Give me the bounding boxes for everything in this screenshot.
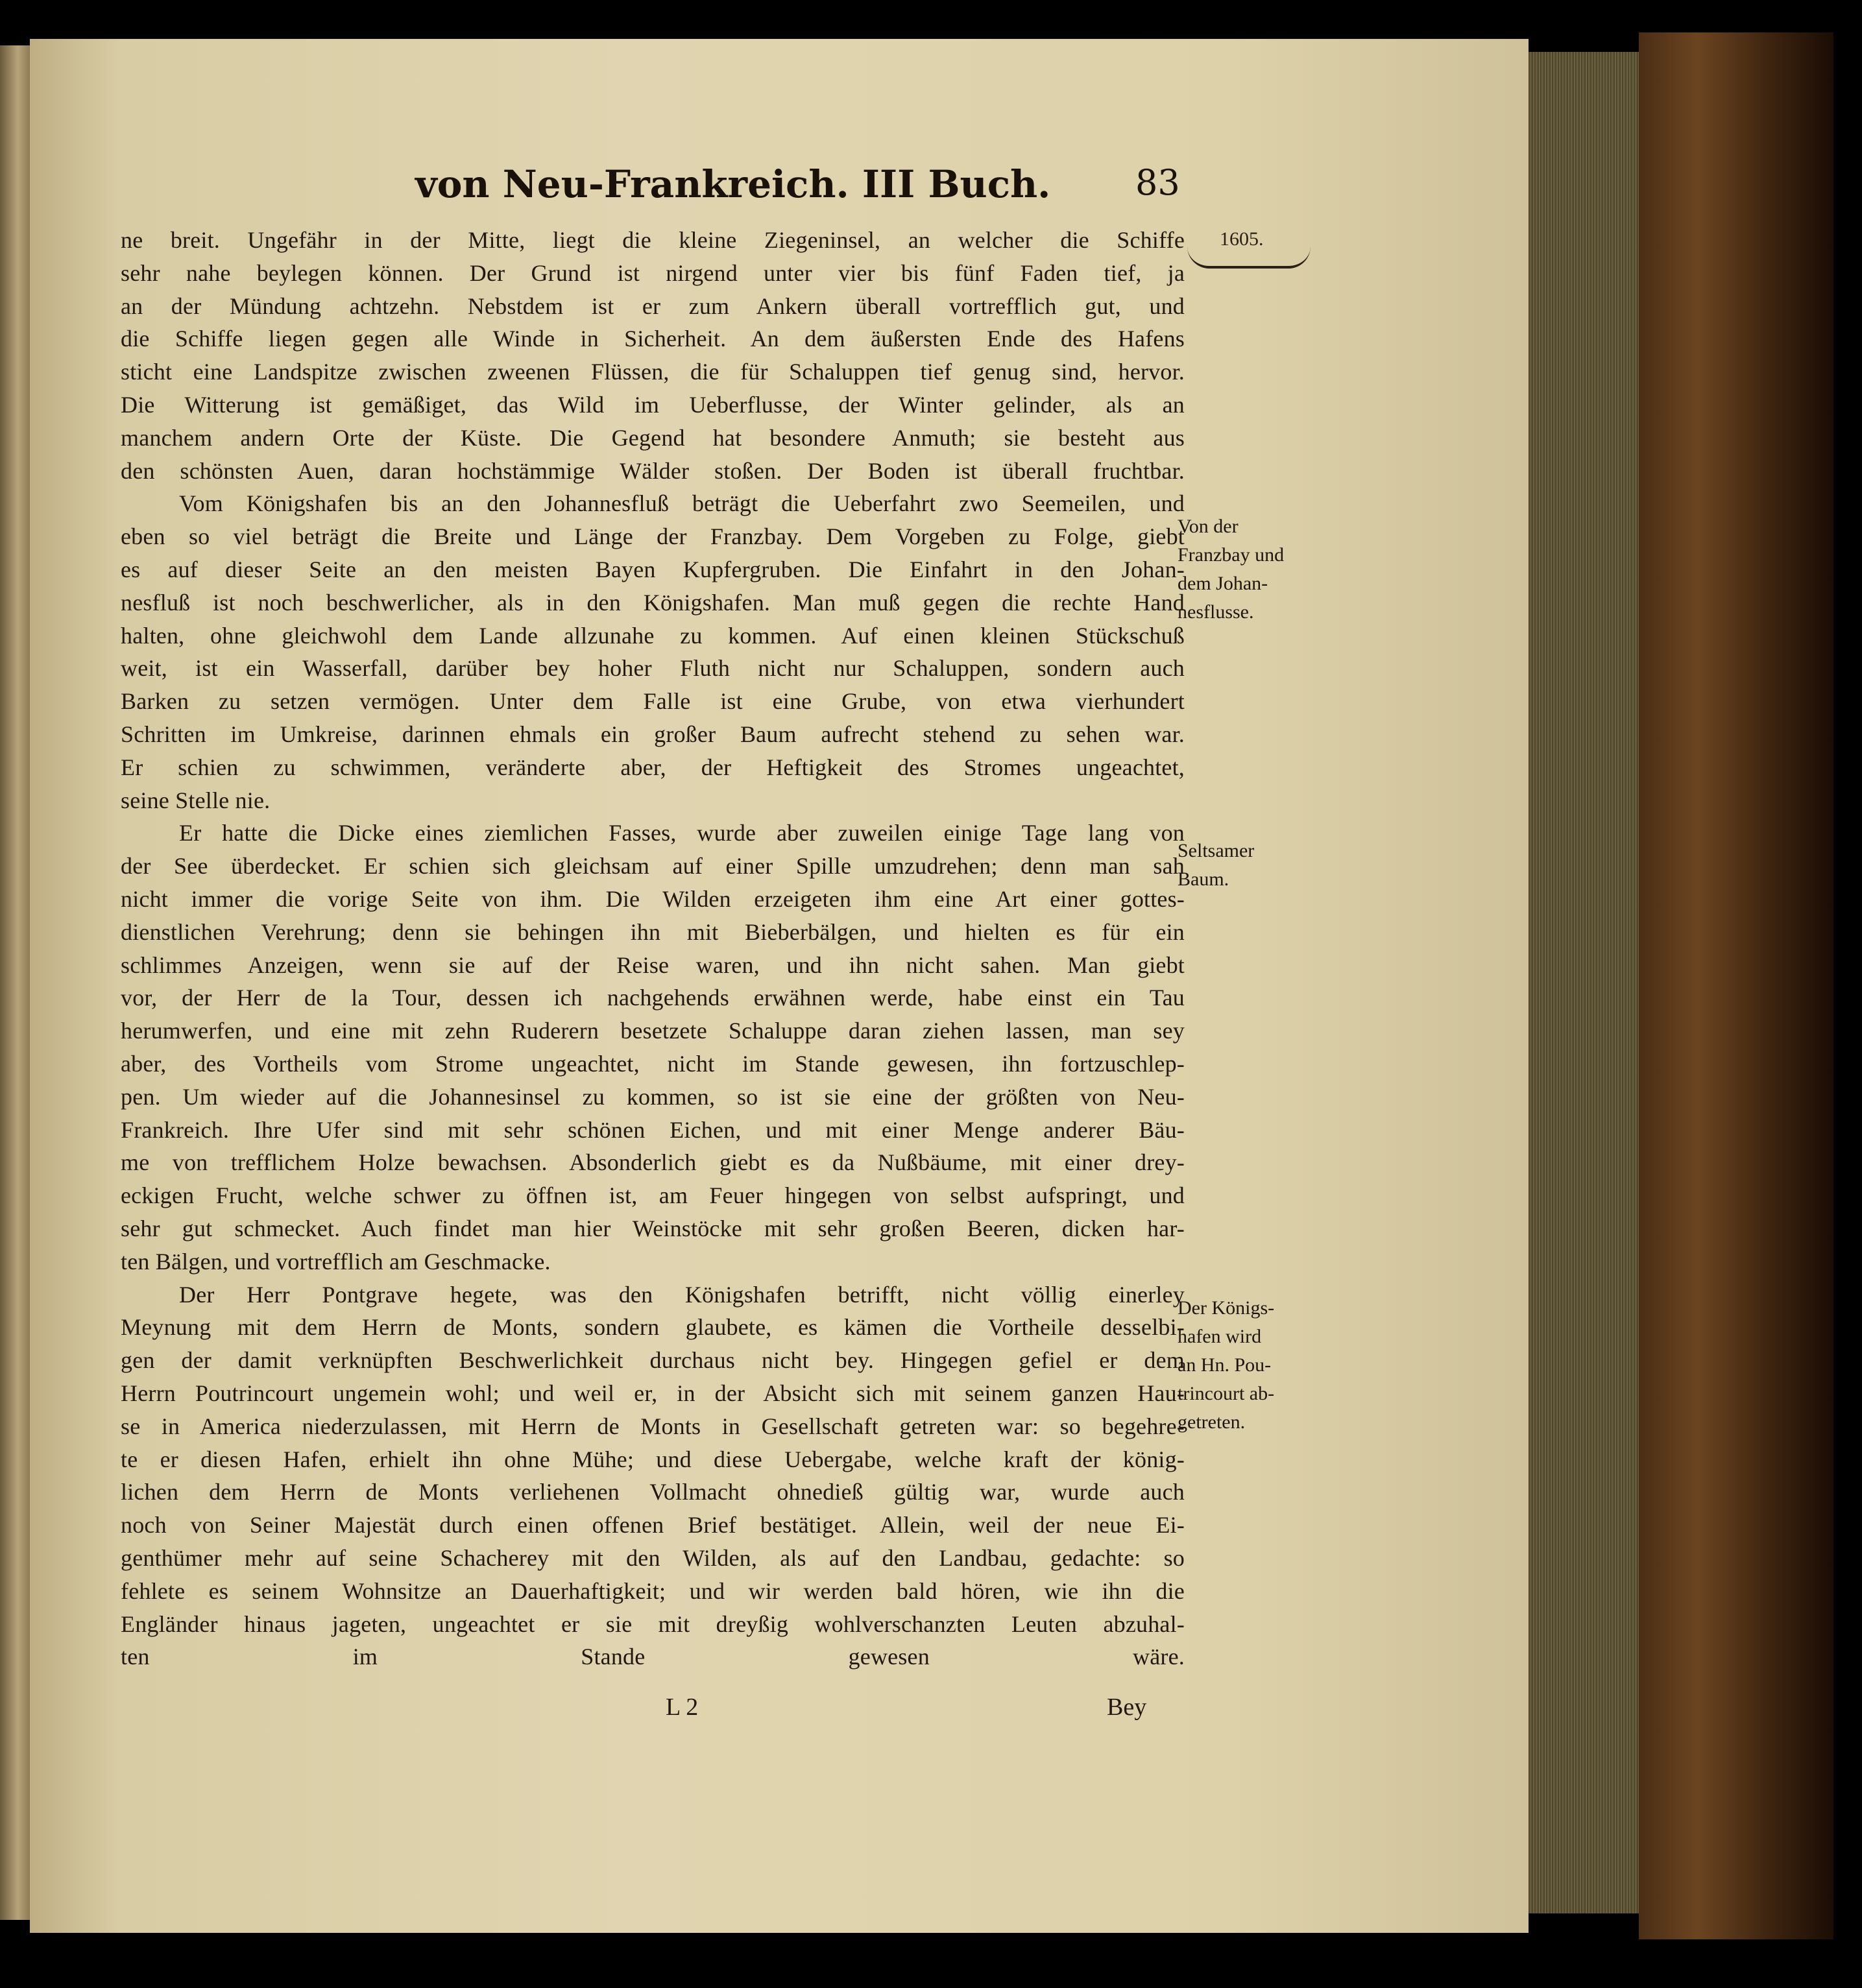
text-line: Vom Königshafen bis an den Johannesfluß beträgt die Ueberfahrt zwo Seemeilen, und <box>179 490 1185 516</box>
year-brace <box>1187 246 1311 269</box>
text-line: dienstlichen Verehrung; denn sie behingen ihn mit Bieberbälgen, und hielten es für ein <box>121 919 1185 945</box>
text-line: sehr nahe beylegen können. Der Grund ist nirgend unter vier bis fünf Faden tief, ja <box>121 260 1185 286</box>
margin-note-line: Der Königs- <box>1178 1297 1275 1319</box>
text-line: se in America niederzulassen, mit Herrn de Monts in Gesellschaft getreten war: so begehre- <box>121 1413 1185 1439</box>
text-line: Engländer hinaus jageten, ungeachtet er sie mit dreyßig wohlverschanzten Leuten abzuhal- <box>121 1611 1185 1637</box>
text-line: Die Witterung ist gemäßiget, das Wild im Ueberflusse, der Winter gelinder, als an <box>121 392 1185 418</box>
text-line: herumwerfen, und eine mit zehn Ruderern besetzete Schaluppe daran ziehen lassen, man sey <box>121 1018 1185 1044</box>
text-line: Herrn Poutrincourt ungemein wohl; und weil er, in der Absicht sich mit seinem ganzen Hau- <box>121 1380 1185 1406</box>
text-line: Schritten im Umkreise, darinnen ehmals ein großer Baum aufrecht stehend zu sehen war. <box>121 721 1185 747</box>
text-line: Barken zu setzen vermögen. Unter dem Falle ist eine Grube, von etwa vierhundert <box>121 688 1185 714</box>
text-line: weit, ist ein Wasserfall, darüber bey hoher Fluth nicht nur Schaluppen, sondern auch <box>121 655 1185 681</box>
header-title: von Neu-Frankreich. III Buch. <box>415 162 1051 206</box>
text-line: ten Bälgen, und vortrefflich am Geschmacke. <box>121 1249 551 1275</box>
margin-note-line: hafen wird <box>1178 1326 1262 1347</box>
running-header <box>415 162 1187 214</box>
text-line: schlimmes Anzeigen, wenn sie auf der Reise waren, und ihn nicht sahen. Man giebt <box>121 952 1185 978</box>
text-line: die Schiffe liegen gegen alle Winde in Sicherheit. An dem äußersten Ende des Hafens <box>121 326 1185 352</box>
text-line: an der Mündung achtzehn. Nebstdem ist er zum Ankern überall vortrefflich gut, und <box>121 293 1185 319</box>
text-line: den schönsten Auen, daran hochstämmige Wälder stoßen. Der Boden ist überall fruchtbar. <box>121 458 1185 484</box>
book-cover-edge <box>1639 32 1833 1939</box>
margin-note-line: an Hn. Pou- <box>1178 1354 1272 1376</box>
text-line: fehlete es seinem Wohnsitze an Dauerhaftigkeit; und wir werden bald hören, wie ihn die <box>121 1578 1185 1604</box>
text-line: der See überdecket. Er schien sich gleichsam auf einer Spille umzudrehen; denn man sah <box>121 853 1185 879</box>
text-line: ne breit. Ungefähr in der Mitte, liegt die kleine Ziegeninsel, an welcher die Schiffe <box>121 227 1185 253</box>
margin-year: 1605. <box>1220 228 1264 250</box>
catchword: Bey <box>1107 1694 1147 1721</box>
page-number: 83 <box>1135 162 1180 203</box>
text-line: sehr gut schmecket. Auch findet man hier Weinstöcke mit sehr großen Beeren, dicken har- <box>121 1216 1185 1241</box>
text-line: genthümer mehr auf seine Schacherey mit den Wilden, als auf den Landbau, gedachte: so <box>121 1545 1185 1571</box>
left-page-edge <box>0 45 30 1920</box>
margin-note-line: trincourt ab- <box>1178 1383 1275 1404</box>
text-line: es auf dieser Seite an den meisten Bayen Kupfergruben. Die Einfahrt in den Johan- <box>121 557 1185 582</box>
margin-note-line: getreten. <box>1178 1411 1246 1433</box>
text-line: me von trefflichem Holze bewachsen. Absonderlich giebt es da Nußbäume, mit einer drey- <box>121 1149 1185 1175</box>
text-line: Er schien zu schwimmen, veränderte aber, der Heftigkeit des Stromes ungeachtet, <box>121 754 1185 780</box>
text-line: manchem andern Orte der Küste. Die Gegend hat besondere Anmuth; sie besteht aus <box>121 425 1185 451</box>
margin-note-line: Von der <box>1178 516 1239 537</box>
text-line: aber, des Vortheils vom Strome ungeachtet, nicht im Stande gewesen, ihn fortzuschlep- <box>121 1051 1185 1077</box>
text-line: Frankreich. Ihre Ufer sind mit sehr schönen Eichen, und mit einer Menge anderer Bäu- <box>121 1117 1185 1143</box>
text-line: gen der damit verknüpften Beschwerlichkeit durchaus nicht bey. Hingegen gefiel er dem <box>121 1347 1185 1373</box>
margin-note-line: nesflusse. <box>1178 601 1254 623</box>
margin-note-baum <box>1178 837 1327 894</box>
text-line: ten im Stande gewesen wäre. <box>121 1644 1185 1670</box>
text-line: pen. Um wieder auf die Johannesinsel zu kommen, so ist sie eine der größten von Neu- <box>121 1084 1185 1110</box>
text-line: Meynung mit dem Herrn de Monts, sondern glaubete, es kämen die Vortheile desselbi- <box>121 1314 1185 1340</box>
text-line: nesfluß ist noch beschwerlicher, als in den Königshafen. Man muß gegen die rechte Hand <box>121 590 1185 616</box>
margin-note-line: dem Johan- <box>1178 573 1268 594</box>
text-line: halten, ohne gleichwohl dem Lande allzunahe zu kommen. Auf einen kleinen Stückschuß <box>121 623 1185 649</box>
text-line: nicht immer die vorige Seite von ihm. Die Wilden erzeigeten ihm eine Art einer gottes- <box>121 886 1185 912</box>
margin-note-franzbay <box>1178 512 1327 627</box>
margin-note-line: Seltsamer <box>1178 840 1255 861</box>
text-line: vor, der Herr de la Tour, dessen ich nachgehends erwähnen werde, habe einst ein Tau <box>121 985 1185 1011</box>
margin-note-line: Baum. <box>1178 868 1229 890</box>
text-line: Er hatte die Dicke eines ziemlichen Fasses, wurde aber zuweilen einige Tage lang von <box>179 820 1185 846</box>
page-fore-edge <box>1529 52 1639 1913</box>
signature-mark: L 2 <box>666 1694 699 1721</box>
page-footer <box>121 1693 1185 1732</box>
text-line: noch von Seiner Majestät durch einen offenen Brief bestätiget. Allein, weil der neue Ei- <box>121 1512 1185 1538</box>
margin-note-line: Franzbay und <box>1178 544 1285 566</box>
text-line: seine Stelle nie. <box>121 787 271 813</box>
text-line: te er diesen Hafen, erhielt ihn ohne Mühe; und diese Uebergabe, welche kraft der könig- <box>121 1446 1185 1472</box>
text-line: eckigen Frucht, welche schwer zu öffnen ist, am Feuer hingegen von selbst aufspringt, und <box>121 1182 1185 1208</box>
text-line: Der Herr Pontgrave hegete, was den Königshafen betrifft, nicht völlig einerley <box>179 1282 1185 1308</box>
text-line: lichen dem Herrn de Monts verliehenen Vollmacht ohnedieß gültig war, wurde auch <box>121 1479 1185 1505</box>
text-line: eben so viel beträgt die Breite und Länge der Franzbay. Dem Vorgeben zu Folge, giebt <box>121 523 1185 549</box>
text-line: sticht eine Landspitze zwischen zweenen Flüssen, die für Schaluppen tief genug sind, hervor. <box>121 359 1185 385</box>
margin-note-koenigshafen <box>1178 1294 1327 1437</box>
